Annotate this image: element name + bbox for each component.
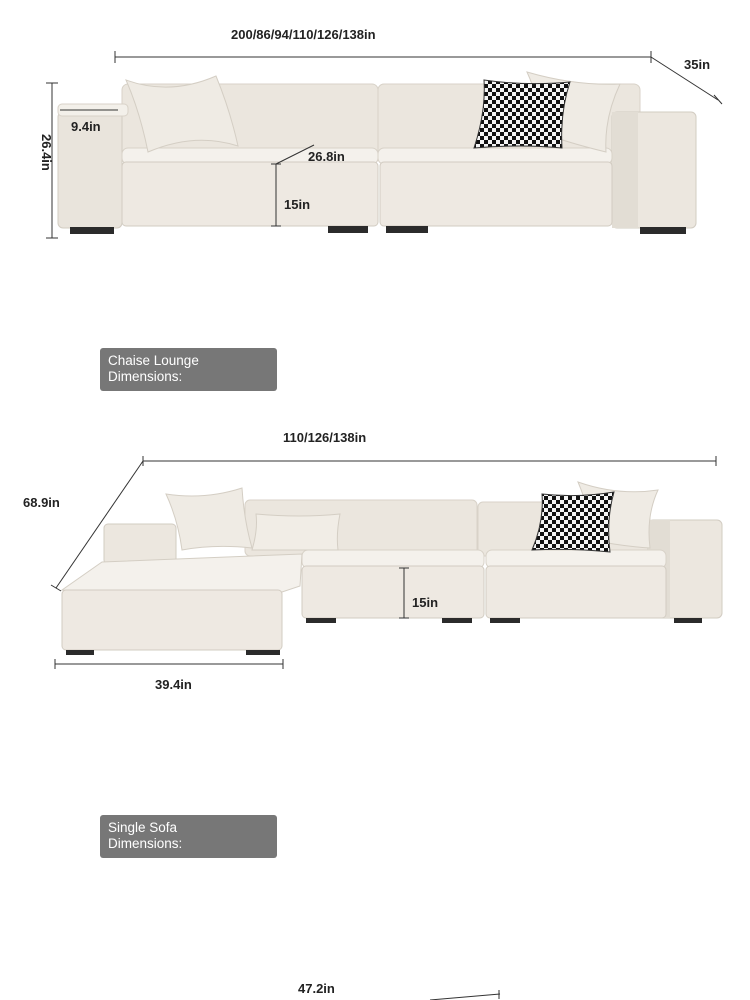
chaise-length-label: 68.9in <box>23 495 60 510</box>
chaise-seat-height-label: 15in <box>412 595 439 610</box>
single-width-label: 47.2in <box>298 981 335 996</box>
single-heading-line1: Single Sofa <box>108 820 178 835</box>
single-heading-line2: Dimensions: <box>108 836 183 851</box>
depth-label: 35in <box>684 57 711 72</box>
height-label: 26.4in <box>39 134 54 171</box>
total-width-label: 200/86/94/110/126/138in <box>231 27 376 42</box>
chaise-heading-line1: Chaise Lounge <box>108 353 199 368</box>
seat-depth-label: 26.8in <box>308 149 345 164</box>
chaise-width-label: 39.4in <box>155 677 192 692</box>
chaise-total-width-label: 110/126/138in <box>283 430 367 445</box>
chaise-heading-line2: Dimensions: <box>108 369 183 384</box>
seat-height-label: 15in <box>284 197 311 212</box>
arm-width-label: 9.4in <box>71 119 101 134</box>
